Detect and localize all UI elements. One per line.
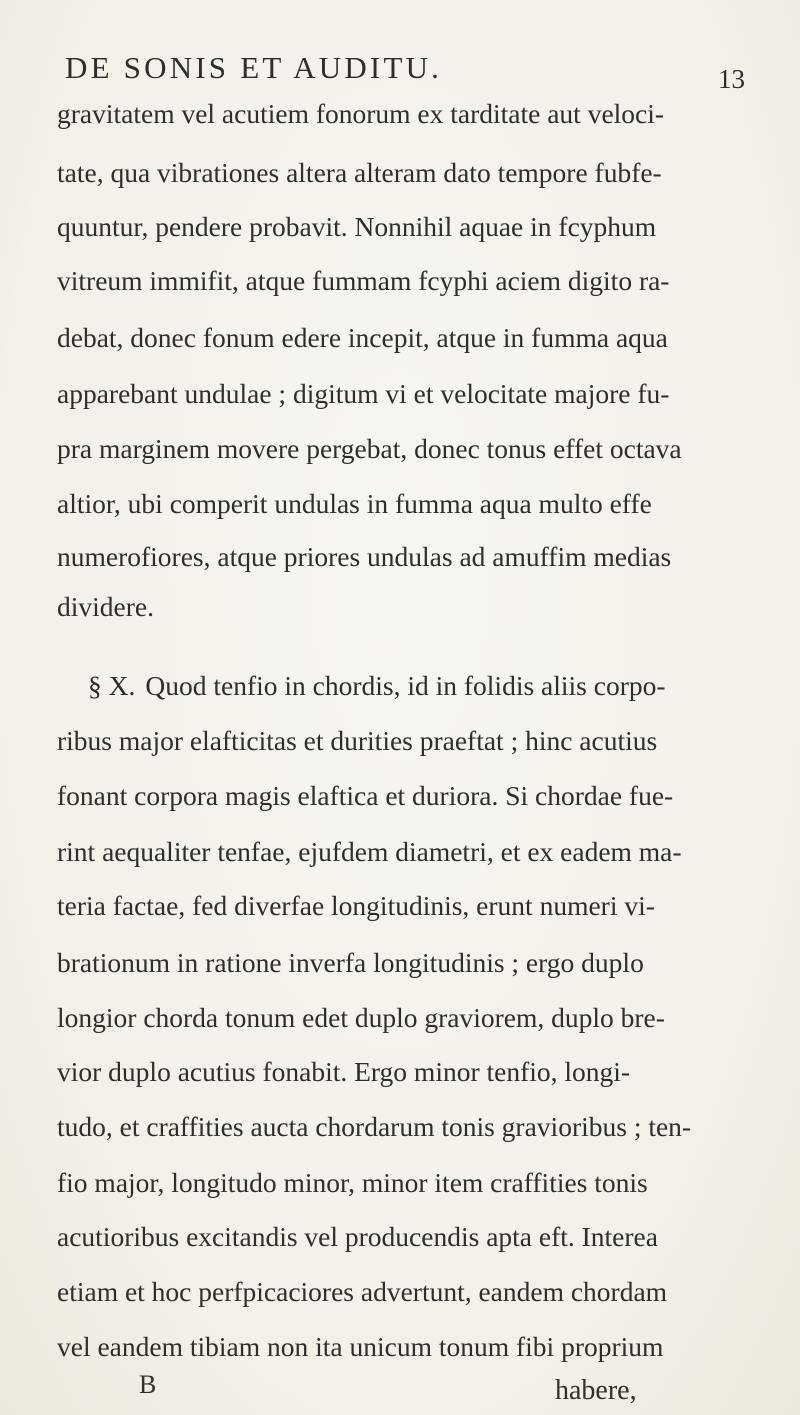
text-line: altior, ubi comperit undulas in fumma aqua multo effe [57, 488, 652, 519]
text-line: apparebant undulae ; digitum vi et velocitate majore fu- [57, 378, 670, 409]
text-line: teria factae, fed diverfae longitudinis, erunt numeri vi- [57, 890, 655, 921]
text-line [88, 670, 666, 702]
text-line: vior duplo acutius fonabit. Ergo minor tenfio, longi- [57, 1056, 631, 1087]
text-line: quuntur, pendere probavit. Nonnihil aquae in fcyphum [57, 211, 657, 242]
text-line: brationum in ratione inverfa longitudinis ; ergo duplo [57, 947, 644, 978]
text-line: vitreum immifit, atque fummam fcyphi aciem digito ra- [57, 265, 670, 296]
text-line: gravitatem vel acutiem fonorum ex tarditate aut veloci- [57, 98, 665, 129]
catchword: habere, [555, 1375, 637, 1406]
page-number: 13 [718, 64, 745, 94]
text-line: pra marginem movere pergebat, donec tonus effet octava [57, 433, 682, 464]
text-line: fonant corpora magis elaftica et duriora. Si chordae fue- [57, 780, 674, 811]
line-text: Quod tenfio in chordis, id in folidis aliis corpo- [145, 670, 666, 701]
section-mark: § X. [88, 670, 136, 701]
text-line: dividere. [57, 591, 154, 622]
text-line: tate, qua vibrationes altera alteram dato tempore fubfe- [57, 157, 662, 188]
running-head [65, 50, 745, 94]
text-line: debat, donec fonum edere incepit, atque in fumma aqua [57, 322, 668, 353]
text-line: etiam et hoc perfpicaciores advertunt, eandem chordam [57, 1276, 668, 1307]
text-line: longior chorda tonum edet duplo graviorem, duplo bre- [57, 1002, 665, 1033]
signature-mark: B [139, 1370, 157, 1399]
text-line: ribus major elafticitas et durities praeftat ; hinc acutius [57, 725, 658, 756]
text-line: vel eandem tibiam non ita unicum tonum fibi proprium [57, 1331, 664, 1362]
running-title: DE SONIS ET AUDITU. [65, 50, 443, 85]
text-line: rint aequaliter tenfae, ejufdem diametri, et ex eadem ma- [57, 836, 682, 867]
text-line: acutioribus excitandis vel producendis apta eft. Interea [57, 1221, 658, 1252]
text-line: numerofiores, atque priores undulas ad amuffim medias [57, 541, 672, 572]
text-line: fio major, longitudo minor, minor item craffities tonis [57, 1167, 648, 1198]
text-line: tudo, et craffities aucta chordarum tonis gravioribus ; ten- [57, 1111, 692, 1142]
